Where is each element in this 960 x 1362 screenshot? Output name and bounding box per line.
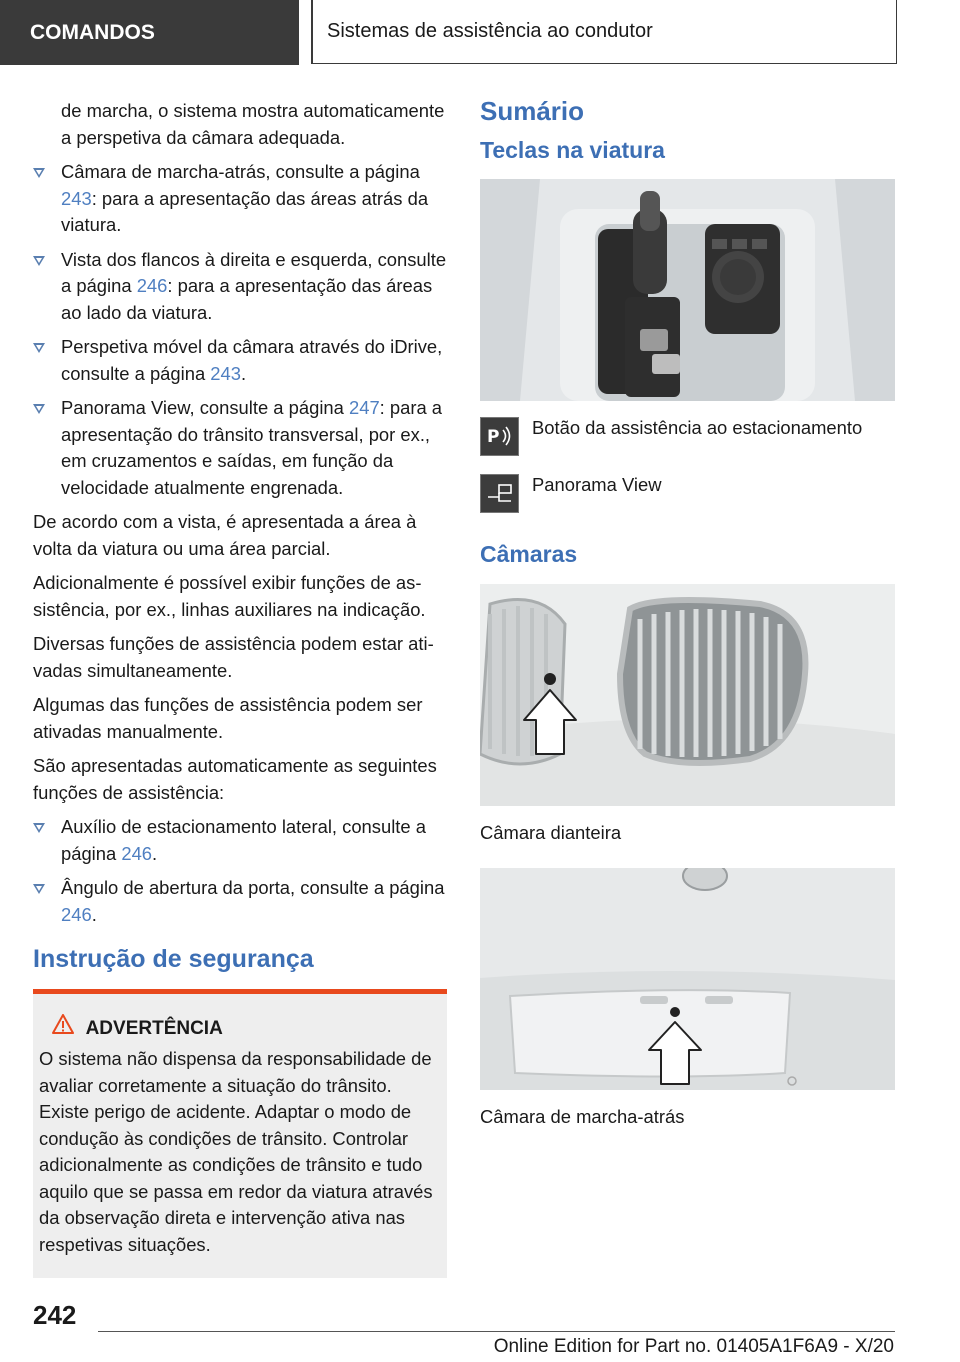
section-title: COMANDOS [30, 21, 155, 44]
rear-camera-photo [480, 868, 895, 1090]
list-item-text: . [91, 903, 97, 925]
body-paragraph: Adicionalmente é possível exibir funções de assistência, por ex., linhas auxiliares na indicação. [33, 572, 426, 620]
warning-triangle-icon [45, 1014, 81, 1041]
list-item [33, 395, 447, 501]
body-paragraph: Algumas das funções de assistência podem ser ativadas manualmente. [33, 694, 423, 742]
list-item [33, 159, 447, 239]
key-parking-assist-label: Botão da assistência ao estacionamento [532, 417, 863, 438]
page-link[interactable]: 246 [121, 842, 153, 864]
front-camera-caption: Câmara dianteira [480, 821, 622, 843]
list-item-text: : para a apresentação das áreas ao lado da viatura. [61, 275, 433, 323]
vehicle-buttons-heading: Teclas na viatura [480, 136, 665, 163]
key-panorama-view-label: Panorama View [532, 474, 662, 495]
bullet-triangle-icon [33, 823, 45, 833]
summary-heading: Sumário [480, 96, 585, 126]
list-item-text: Auxílio de estacionamento lateral, consulte a página [61, 816, 426, 864]
list-item-text: . [240, 362, 247, 384]
body-paragraph: De acordo com a vista, é apresentada a área à volta da viatura ou uma área parcial. [33, 511, 417, 559]
list-item-text: : para a apresentação das áreas atrás da viatura. [61, 187, 429, 235]
bullet-triangle-icon [33, 343, 45, 353]
warning-title [39, 1014, 439, 1043]
body-paragraphs [33, 509, 447, 806]
footer-rule [98, 1331, 895, 1332]
key-panorama-view [480, 474, 895, 513]
parking-assist-icon [480, 417, 519, 456]
body-paragraph: Diversas funções de assistência podem estar ativadas simultaneamente. [33, 633, 434, 681]
bullet-triangle-icon [33, 168, 45, 178]
page-link[interactable]: 247 [348, 397, 380, 418]
bullet-triangle-icon [33, 404, 45, 414]
body-paragraph: São apresentadas automaticamente as seguintes funções de assistência: [33, 755, 437, 803]
page-link[interactable]: 246 [136, 275, 168, 296]
safety-heading: Instrução de segurança [33, 945, 314, 973]
list-item [33, 875, 447, 928]
page-link[interactable]: 243 [61, 187, 92, 209]
chapter-tab [311, 0, 897, 64]
page-link[interactable]: 246 [61, 903, 92, 925]
continued-text: de marcha, o sistema mostra automaticamente a perspetiva da câmara adequada. [61, 100, 445, 148]
front-camera-photo [480, 584, 895, 806]
bullet-triangle-icon [33, 884, 45, 894]
warning-title-text: ADVERTÊNCIA [85, 1017, 223, 1039]
left-column [33, 98, 447, 1278]
chapter-title: Sistemas de assistência ao condutor [327, 20, 653, 42]
page-number: 242 [33, 1300, 77, 1330]
warning-box [33, 994, 447, 1279]
page-link[interactable]: 243 [210, 362, 241, 384]
list-item [33, 247, 447, 327]
section-tab [0, 0, 299, 65]
bullet-triangle-icon [33, 256, 45, 266]
list-item-text: Câmara de marcha-atrás, consulte a página [61, 161, 420, 182]
footer-edition: Online Edition for Part no. 01405A1F6A9 - X/20 [493, 1336, 894, 1357]
right-column [480, 98, 895, 1153]
list-item-text: Vista dos flancos à direita e esquerda, consulte a página [61, 248, 447, 296]
cameras-heading: Câmaras [480, 541, 578, 567]
list-item-text: . [152, 842, 158, 864]
list-item-text: Perspetiva móvel da câmara através do iDrive, consulte a página [61, 336, 443, 384]
svg-text:P: P [487, 427, 500, 447]
list-item [33, 814, 447, 867]
auto-functions-list [33, 814, 447, 928]
rear-camera-caption: Câmara de marcha-atrás [480, 1106, 685, 1127]
panorama-view-icon [480, 474, 519, 513]
key-parking-assist [480, 417, 895, 456]
list-item [33, 334, 447, 387]
camera-view-list [33, 159, 447, 501]
center-console-photo [480, 179, 895, 401]
list-item-text: Panorama View, consulte a página [61, 397, 349, 418]
list-item-text: Ângulo de abertura da porta, consulte a página [61, 877, 445, 898]
list-item-text: : para a apresentação do trânsito transversal, por ex., em cruzamentos e saídas, em função da velocidade atualmente engrenada. [61, 397, 443, 498]
warning-text: O sistema não dispensa da responsabilidade de avaliar corretamente a situação do trânsito. Existe perigo de acidente. Adaptar o modo de condução às condições de trânsito. Controlar adicionalmente as condições de trânsito e tudo aquilo que se passa em redor da viatura através da observação direta e intervenção ativa nas respetivas situações. [39, 1048, 433, 1255]
